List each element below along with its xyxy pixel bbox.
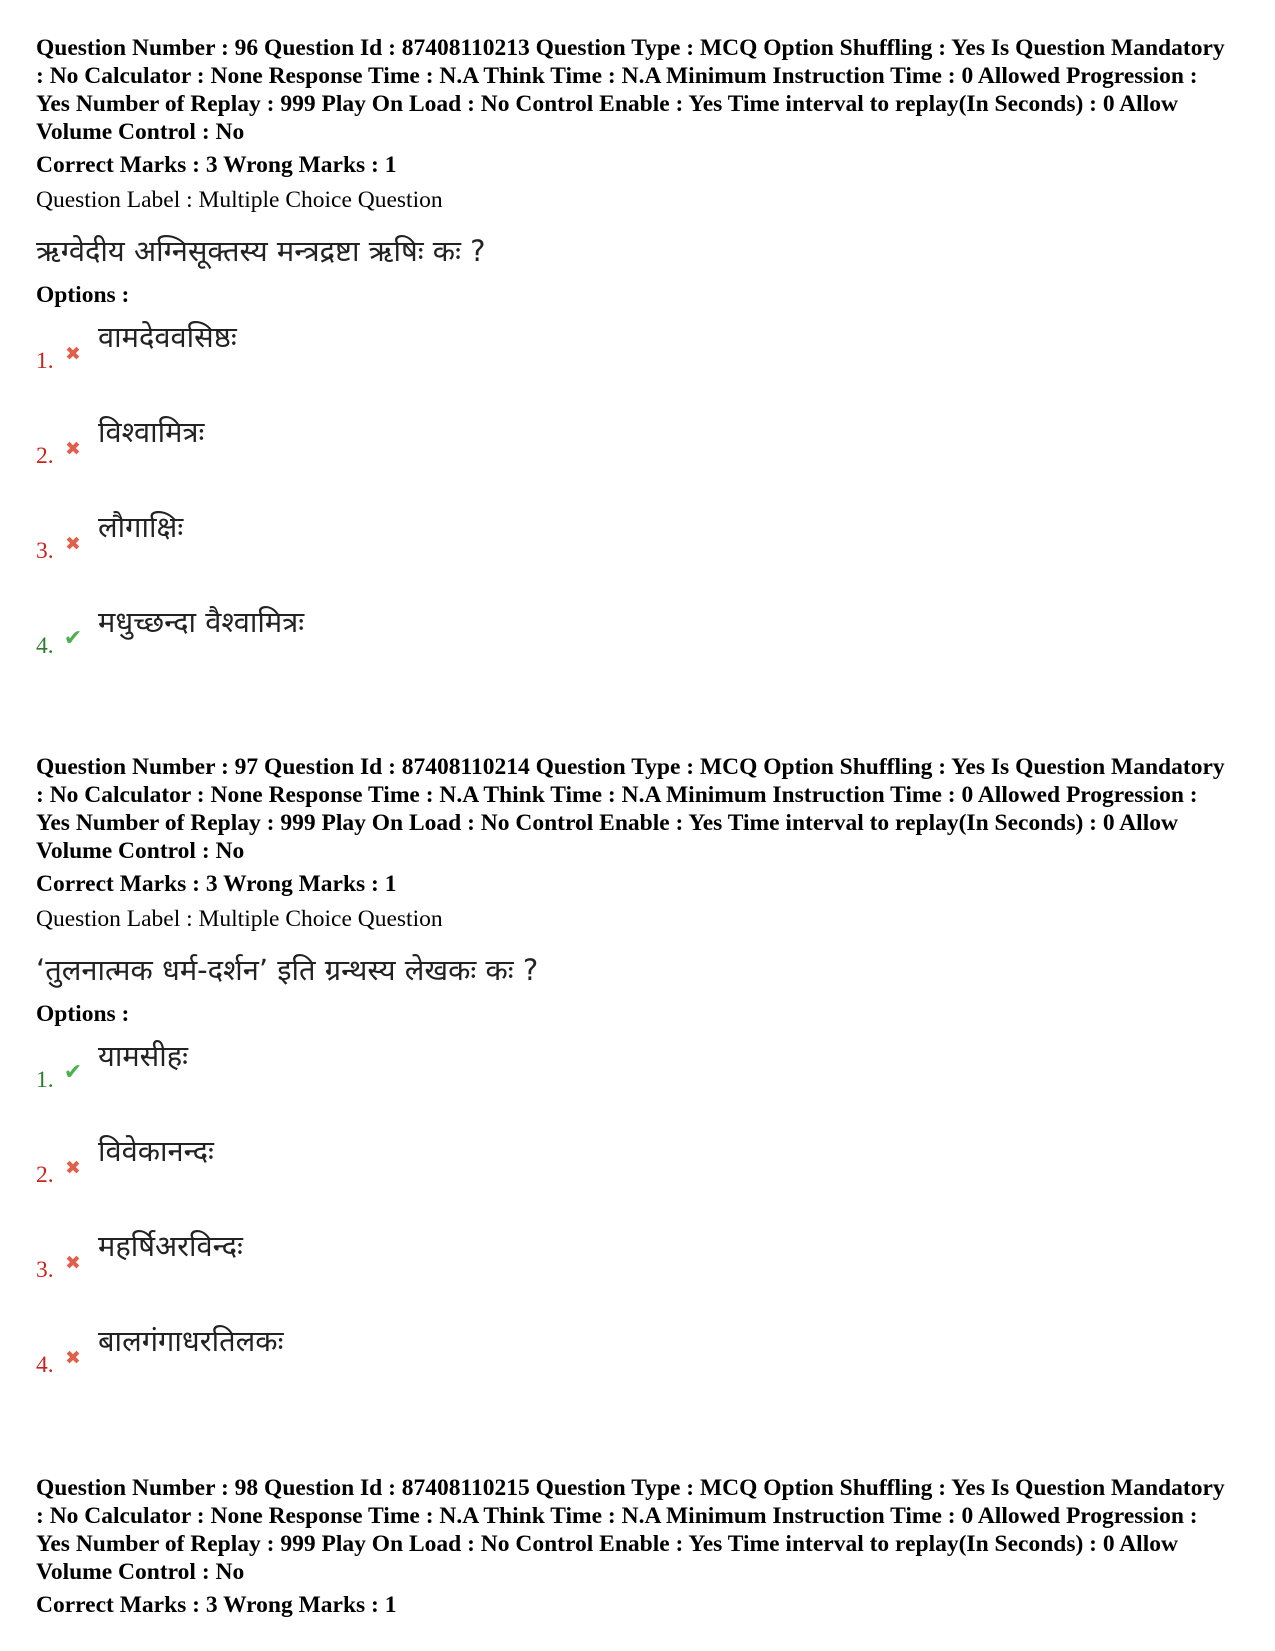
option-3 [36, 1226, 1236, 1321]
options-heading: Options : [36, 1001, 130, 1027]
cross-icon: ✖ [65, 1347, 81, 1369]
check-icon: ✔ [63, 1060, 83, 1085]
option-text: यामसीहः [98, 1039, 189, 1073]
option-3 [36, 507, 1236, 602]
options-heading: Options : [36, 282, 130, 308]
cross-icon: ✖ [65, 438, 81, 460]
question-meta: Question Number : 98 Question Id : 87408110215 Question Type : MCQ Option Shuffling : Yes Is Question Mandatory : No Calculator : None Response Time : N.A Think Time : N.A Minimum Instruction Time : 0 Allowed Progression : Yes Number of Replay : 999 Play On Load : No Control Enable : Yes Time interval to replay(In Seconds) : 0 Allow Volume Control : No [36, 1475, 1225, 1585]
question-marks: Correct Marks : 3 Wrong Marks : 1 [36, 152, 397, 178]
option-number: 2. [36, 443, 54, 469]
option-number: 3. [36, 1257, 54, 1283]
option-number: 2. [36, 1162, 54, 1188]
cross-icon: ✖ [65, 343, 81, 365]
question-marks: Correct Marks : 3 Wrong Marks : 1 [36, 871, 397, 897]
question-text: ऋग्वेदीय अग्निसूक्तस्य मन्त्रद्रष्टा ऋषिः कः ? [36, 234, 486, 268]
question-meta: Question Number : 96 Question Id : 87408110213 Question Type : MCQ Option Shuffling : Yes Is Question Mandatory : No Calculator : None Response Time : N.A Think Time : N.A Minimum Instruction Time : 0 Allowed Progression : Yes Number of Replay : 999 Play On Load : No Control Enable : Yes Time interval to replay(In Seconds) : 0 Allow Volume Control : No [36, 35, 1225, 145]
options-list [36, 1036, 1236, 1416]
check-icon: ✔ [63, 626, 83, 651]
question-marks: Correct Marks : 3 Wrong Marks : 1 [36, 1592, 397, 1618]
option-4 [36, 602, 1236, 697]
option-text: वामदेववसिष्ठः [98, 320, 237, 354]
option-number: 1. [36, 1067, 54, 1093]
cross-icon: ✖ [65, 533, 81, 555]
option-2 [36, 412, 1236, 507]
option-number: 4. [36, 633, 54, 659]
question-96 [36, 34, 1236, 697]
option-1 [36, 1036, 1236, 1131]
question-97 [36, 753, 1236, 1416]
question-text: ‘तुलनात्मक धर्म-दर्शन’ इति ग्रन्थस्य लेखकः कः ? [36, 953, 539, 987]
question-label: Question Label : Multiple Choice Question [36, 906, 443, 932]
option-number: 1. [36, 348, 54, 374]
option-text: विश्वामित्रः [98, 415, 205, 449]
option-1 [36, 317, 1236, 412]
option-text: मधुच्छन्दा वैश्वामित्रः [98, 605, 305, 639]
option-text: विवेकानन्दः [98, 1134, 214, 1168]
option-2 [36, 1131, 1236, 1226]
option-number: 4. [36, 1352, 54, 1378]
option-text: लौगाक्षिः [98, 510, 184, 544]
option-text: बालगंगाधरतिलकः [98, 1324, 284, 1358]
option-4 [36, 1321, 1236, 1416]
question-98 [36, 1474, 1236, 1619]
cross-icon: ✖ [65, 1157, 81, 1179]
options-list [36, 317, 1236, 697]
question-meta: Question Number : 97 Question Id : 87408110214 Question Type : MCQ Option Shuffling : Yes Is Question Mandatory : No Calculator : None Response Time : N.A Think Time : N.A Minimum Instruction Time : 0 Allowed Progression : Yes Number of Replay : 999 Play On Load : No Control Enable : Yes Time interval to replay(In Seconds) : 0 Allow Volume Control : No [36, 754, 1225, 864]
cross-icon: ✖ [65, 1252, 81, 1274]
option-number: 3. [36, 538, 54, 564]
option-text: महर्षिअरविन्दः [98, 1229, 243, 1263]
question-label: Question Label : Multiple Choice Question [36, 187, 443, 213]
